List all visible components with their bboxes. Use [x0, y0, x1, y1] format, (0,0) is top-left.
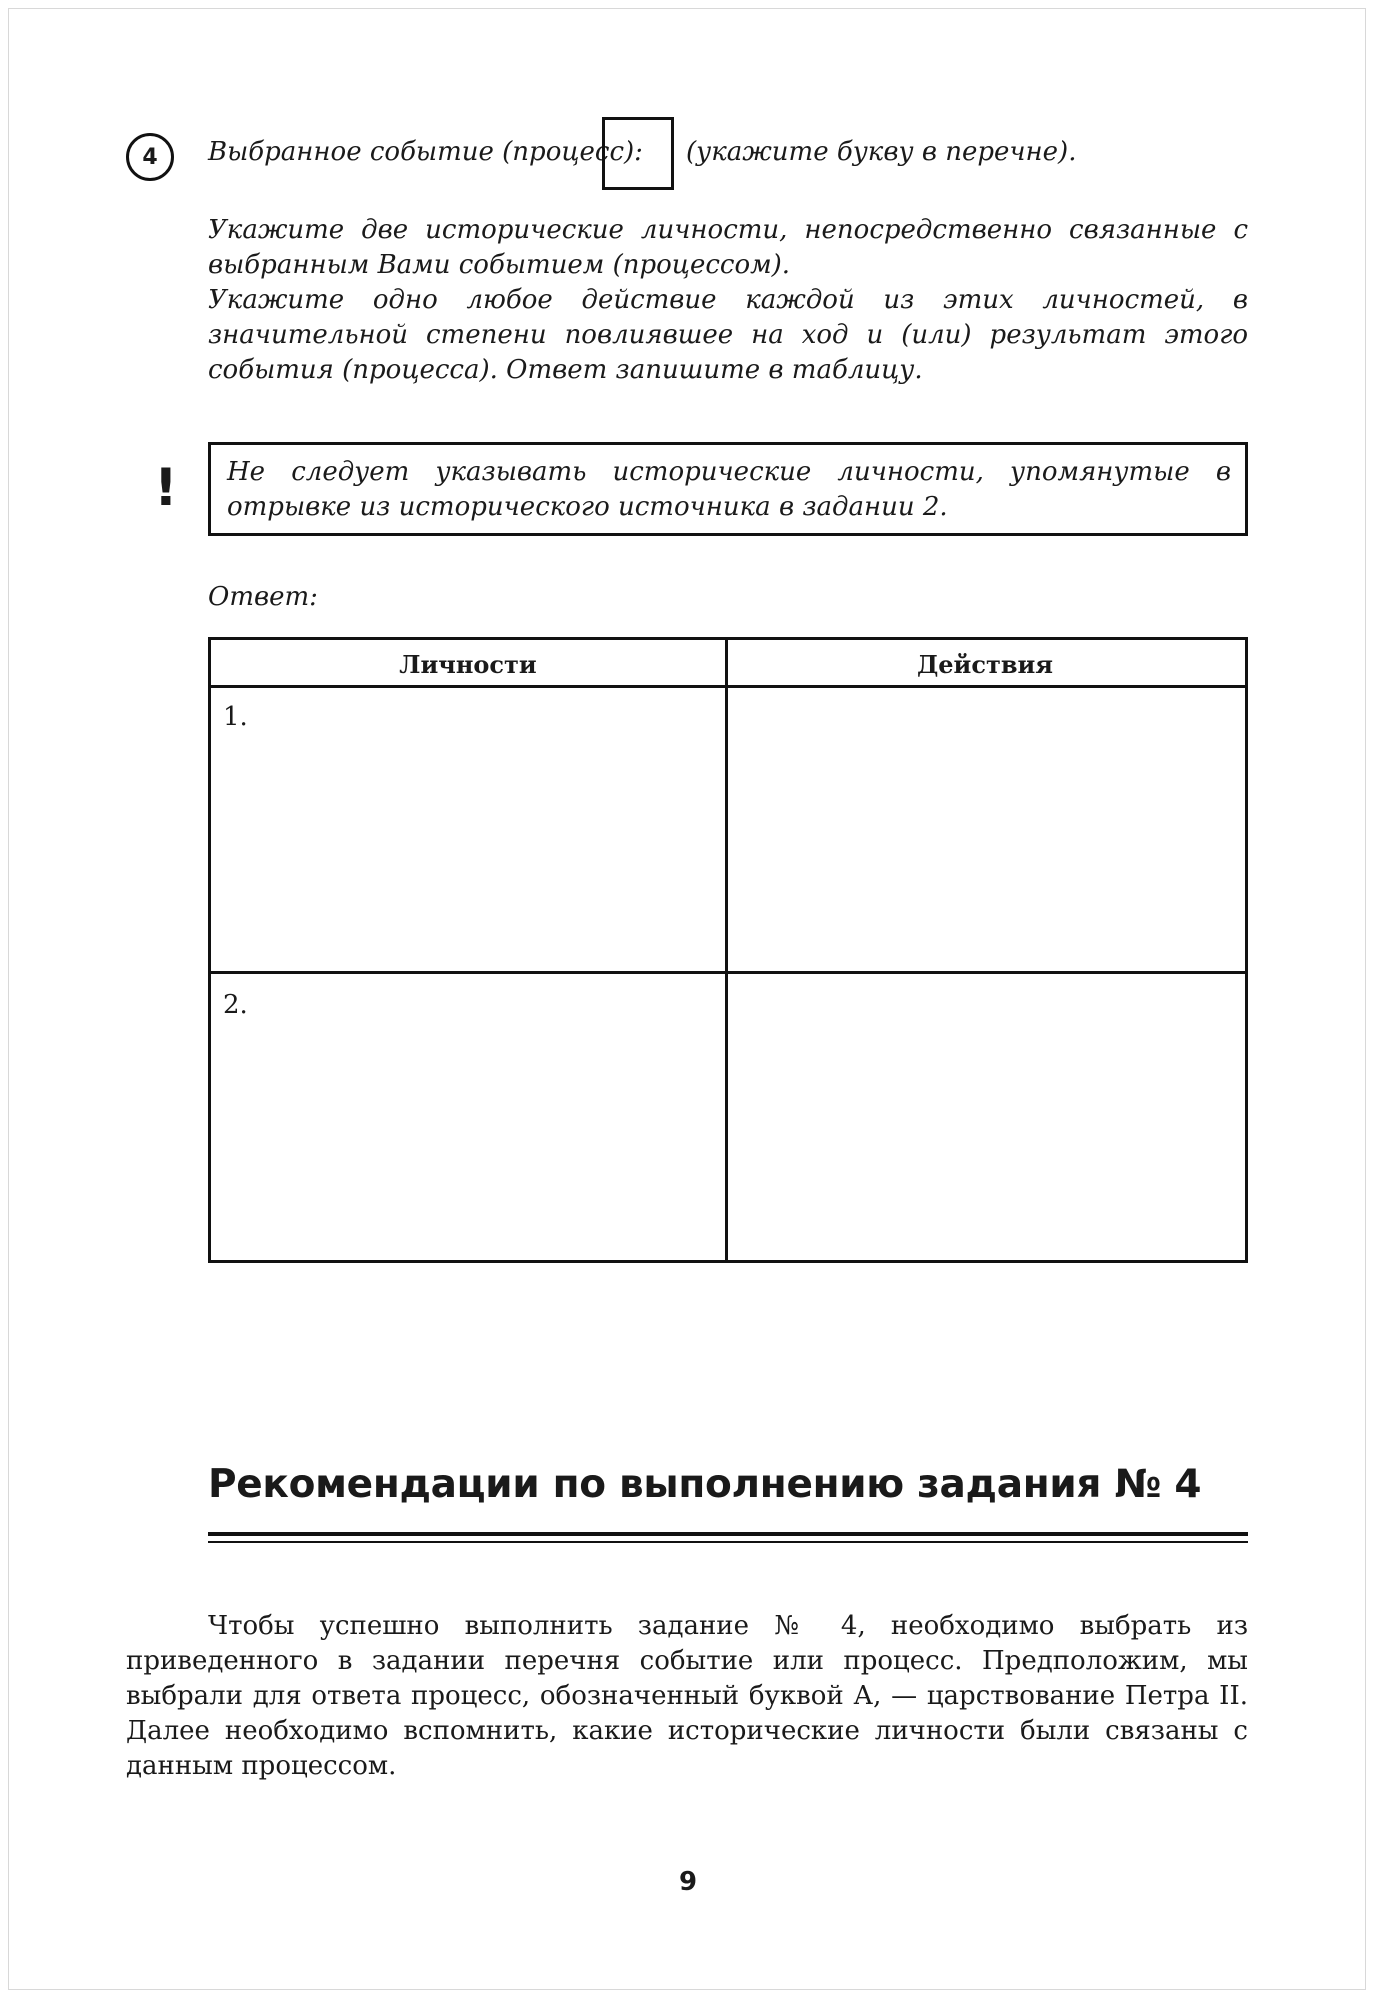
task-number: 4	[142, 144, 158, 170]
recommendation-paragraph: Чтобы успешно выполнить задание № 4, необходимо выбрать из приведенного в задании перечня событие или процесс. Предположим, мы выбрали для ответа процесс, обозначенный буквой А, — царствование Петра II. Далее необходимо вспомнить, какие исторические личности были связаны с данным процессом.	[126, 1611, 1248, 1781]
exclamation-icon: !	[154, 458, 178, 518]
title-underline-thin	[208, 1541, 1248, 1543]
page-number: 9	[678, 1867, 698, 1897]
event-letter-answer-box[interactable]	[602, 117, 674, 190]
task-prompt-after: (укажите букву в перечне).	[686, 137, 1077, 167]
column-header-actions: Действия	[916, 650, 1054, 679]
task-instructions	[208, 213, 1248, 388]
action-cell-2[interactable]	[728, 974, 1245, 1260]
task-prompt-before: Выбранное событие (процесс):	[208, 137, 643, 167]
warning-note	[208, 442, 1248, 536]
person-cell-2[interactable]	[211, 974, 725, 1260]
answer-label: Ответ:	[208, 582, 318, 612]
instruction-line: Укажите одно любое действие каждой из этих личностей, в значительной степени повлиявшее на ход и (или) результат этого события (процесса). Ответ запишите в таблицу.	[208, 285, 1248, 385]
title-underline-thick	[208, 1532, 1248, 1536]
task-number-badge	[126, 133, 174, 181]
row-number: 1.	[223, 702, 248, 732]
action-cell-1[interactable]	[728, 688, 1245, 971]
column-header-persons: Личности	[399, 650, 537, 679]
instruction-line: Укажите две исторические личности, непосредственно связанные с выбранным Вами событием (процессом).	[208, 215, 1248, 280]
answer-table	[208, 637, 1248, 1263]
person-cell-1[interactable]	[211, 688, 725, 971]
row-number: 2.	[223, 990, 248, 1020]
warning-text: Не следует указывать исторические личности, упомянутые в отрывке из исторического источника в задании 2.	[227, 457, 1231, 522]
section-title: Рекомендации по выполнению задания № 4	[208, 1462, 1202, 1507]
